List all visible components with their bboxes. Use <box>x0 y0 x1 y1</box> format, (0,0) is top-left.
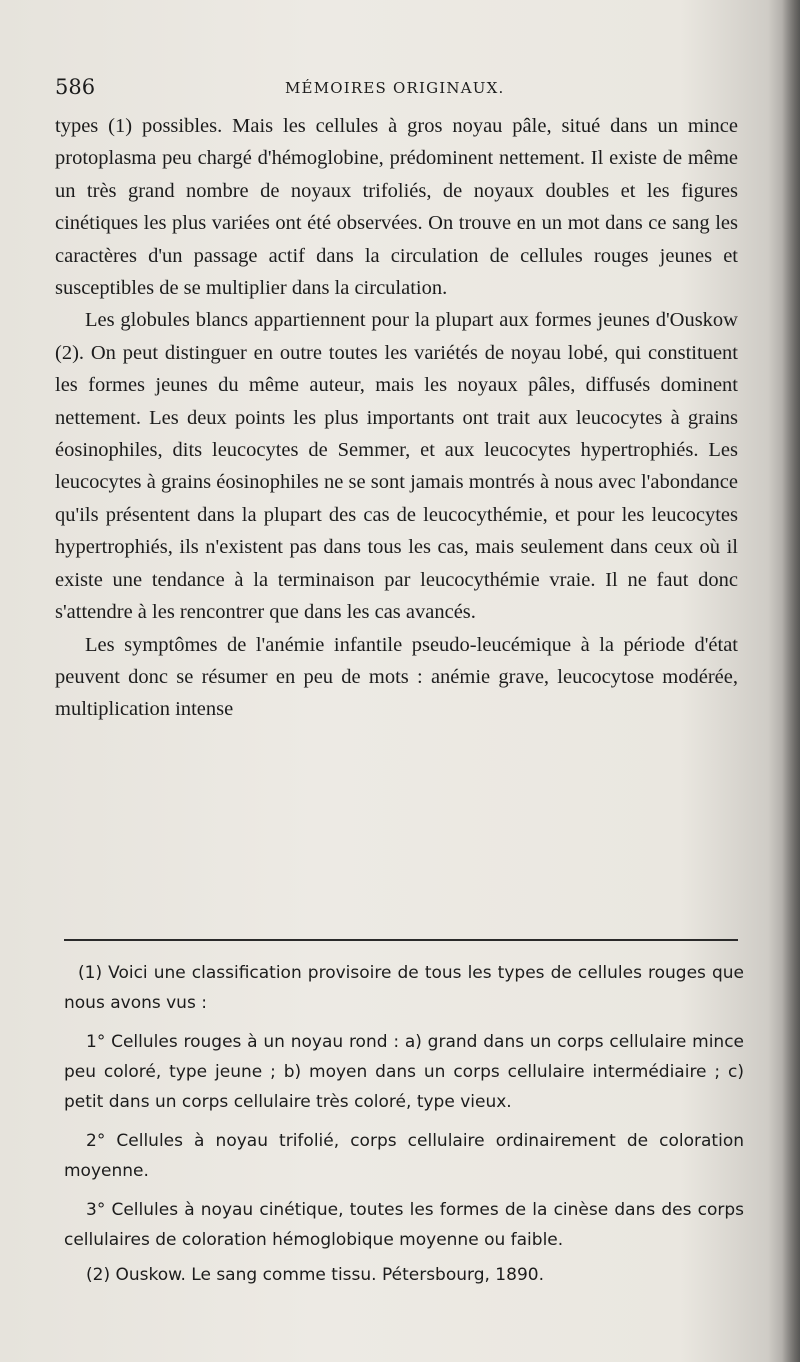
footnote-separator <box>64 939 738 941</box>
main-text <box>55 110 738 726</box>
page-edge-shadow <box>782 0 800 1362</box>
paragraph-2: Les globules blancs appartiennent pour la plupart aux formes jeunes d'Ouskow (2). On peut distinguer en outre toutes les variétés de noyau lobé, qui constituent les formes jeunes du même auteur, mais les noyaux pâles, diffusés dominent nettement. Les deux points les plus importants ont trait aux leucocytes à grains éosinophiles, dits leucocytes de Semmer, et aux leucocytes hypertrophiés. Les leucocytes à grains éosinophiles ne se sont jamais montrés à nous avec l'abondance qu'ils présentent dans la plupart des cas de leucocythémie, et pour les leucocytes hypertrophiés, ils n'existent pas dans tous les cas, mais seulement dans ceux où il existe une tendance à la terminaison par leucocythémie vraie. Il ne faut donc s'attendre à les rencontrer que dans les cas avancés. <box>55 309 738 624</box>
footnote-1-item-1: 1° Cellules rouges à un noyau rond : a) grand dans un corps cellulaire mince peu coloré, type jeune ; b) moyen dans un corps cellulaire intermédiaire ; c) petit dans un corps cellulaire très coloré, type vieux. <box>64 1032 744 1112</box>
footnote-1-intro: (1) Voici une classification provisoire de tous les types de cellules rouges que nous avons vus : <box>64 963 744 1013</box>
paragraph-3: Les symptômes de l'anémie infantile pseudo-leucémique à la période d'état peuvent donc se résumer en peu de mots : anémie grave, leucocytose modérée, multiplication intense <box>55 633 738 721</box>
page-number: 586 <box>55 75 96 99</box>
footnote-1-item-3: 3° Cellules à noyau cinétique, toutes les formes de la cinèse dans des corps cellulaires de coloration hémoglobique moyenne ou faible. <box>64 1200 744 1250</box>
footnote-1-item-2: 2° Cellules à noyau trifolié, corps cellulaire ordinairement de coloration moyenne. <box>64 1131 744 1181</box>
running-head: MÉMOIRES ORIGINAUX. <box>285 79 505 97</box>
footnote-2: (2) Ouskow. Le sang comme tissu. Pétersbourg, 1890. <box>86 1265 544 1285</box>
page-header <box>55 72 745 102</box>
footnotes <box>64 958 744 1299</box>
paragraph-1: types (1) possibles. Mais les cellules à gros noyau pâle, situé dans un mince protoplasma peu chargé d'hémoglobine, prédominent nettement. Il existe de même un très grand nombre de noyaux trifoliés, de noyaux doubles et les figures cinétiques les plus variées ont été observées. On trouve en un mot dans ce sang les caractères d'un passage actif dans la circulation de cellules rouges jeunes et susceptibles de se multiplier dans la circulation. <box>55 115 738 300</box>
